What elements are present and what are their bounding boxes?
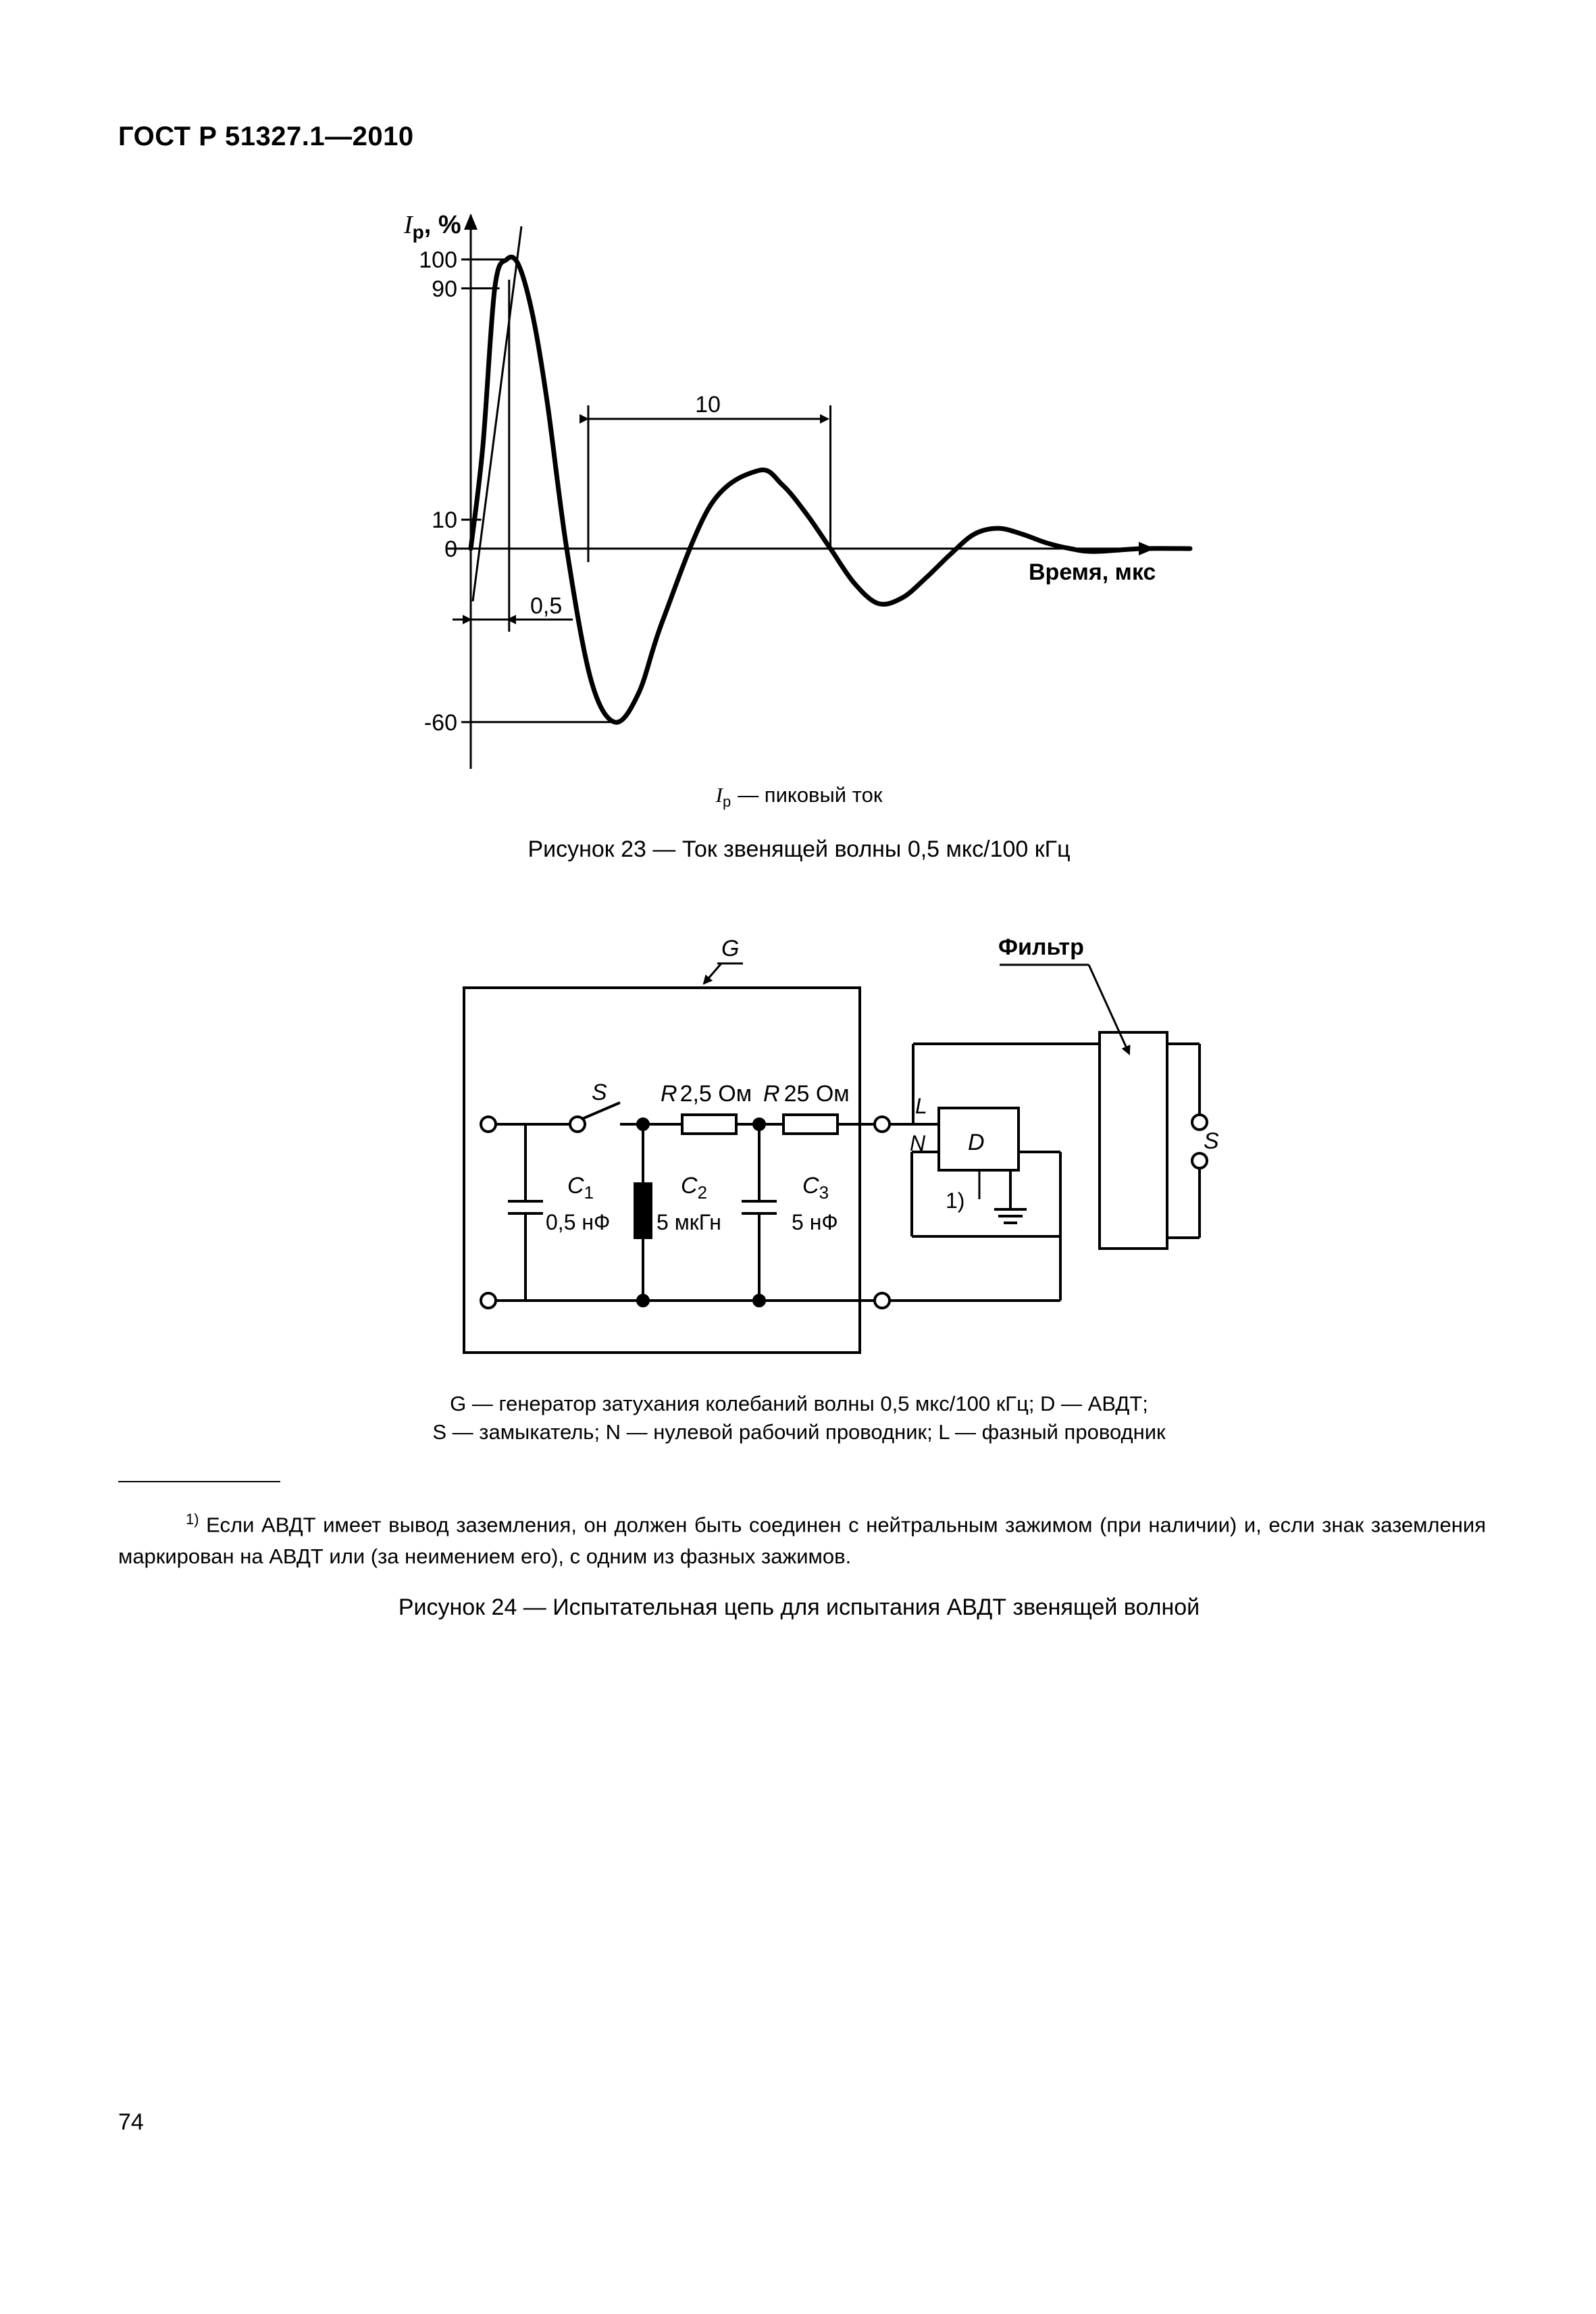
output-terminal-top <box>875 1117 890 1132</box>
svg-text:D: D <box>968 1130 985 1155</box>
document-header: ГОСТ Р 51327.1—2010 <box>118 122 414 151</box>
page-number: 74 <box>118 2109 144 2135</box>
test-circuit-diagram <box>464 934 1219 1353</box>
footnote-rule <box>118 1481 280 1482</box>
period-label: 10 <box>695 392 721 418</box>
inductor-C2 <box>635 1184 651 1238</box>
y-tick-label: -60 <box>423 709 457 736</box>
svg-text:5 нФ: 5 нФ <box>792 1210 838 1234</box>
front-duration-label: 0,5 <box>530 593 563 619</box>
fig23-caption: Рисунок 23 — Ток звенящей волны 0,5 мкс/100 кГц <box>527 836 1071 862</box>
svg-text:C3: $C_3$ <box>802 1173 829 1203</box>
svg-text:C2: $C_2$ <box>681 1173 708 1203</box>
svg-text:0,5 нФ: 0,5 нФ <box>546 1210 611 1234</box>
y-tick-label: 0 <box>444 536 457 562</box>
svg-text:L: L <box>915 1094 927 1118</box>
footnote-text: Если АВДТ имеет вывод заземления, он должен быть соединен с нейтральным зажимом (при наличии) и, если знак заземления маркирован на АВДТ или (за неимением его), с одним из фазных зажимов. <box>118 1513 1486 1569</box>
y-tick-label: 90 <box>432 276 457 302</box>
svg-text:R2,5 Ом: R 2,5 Ом <box>661 1081 752 1107</box>
y-tick-label: 10 <box>432 507 457 534</box>
svg-text:1): 1) <box>946 1188 965 1213</box>
svg-text:R25 Ом: R 25 Ом <box>763 1081 850 1107</box>
svg-text:S: S <box>592 1080 607 1105</box>
output-switch-bottom <box>1192 1153 1207 1168</box>
fig24-legend-line1: G — генератор затухания колебаний волны 0,5 мкс/100 кГц; D — АВДТ; <box>450 1392 1148 1415</box>
fig23-legend: $I_р$ — пиковый ток <box>715 783 883 810</box>
generator-label: G <box>721 936 740 961</box>
output-terminal-bottom <box>875 1293 890 1308</box>
filter-box <box>1100 1032 1167 1249</box>
y-tick-label: 100 <box>419 247 457 273</box>
x-axis-label: Время, мкс <box>1029 559 1156 585</box>
output-switch-top <box>1192 1115 1207 1130</box>
svg-text:5 мкГн: 5 мкГн <box>657 1210 721 1234</box>
svg-text:S: S <box>1204 1128 1219 1154</box>
generator-box <box>464 988 860 1353</box>
resistor-2-5-ohm <box>682 1115 736 1134</box>
ringing-wave-chart <box>403 211 1190 769</box>
resistor-25-ohm <box>783 1115 838 1134</box>
fig24-caption: Рисунок 24 — Испытательная цепь для испытания АВДТ звенящей волной <box>398 1594 1200 1620</box>
svg-text:N: N <box>910 1131 926 1155</box>
input-terminal-top <box>481 1117 496 1132</box>
svg-text:Фильтр: Фильтр <box>998 934 1084 960</box>
svg-text:C1: $C_1$ <box>567 1173 594 1203</box>
footnote-marker: 1) <box>186 1511 199 1528</box>
y-axis-label: $I_р$, % <box>404 211 461 243</box>
fig24-legend-line2: S — замыкатель; N — нулевой рабочий проводник; L — фазный проводник <box>432 1420 1166 1444</box>
footnote <box>118 1503 1486 1572</box>
input-terminal-bottom <box>481 1293 496 1308</box>
